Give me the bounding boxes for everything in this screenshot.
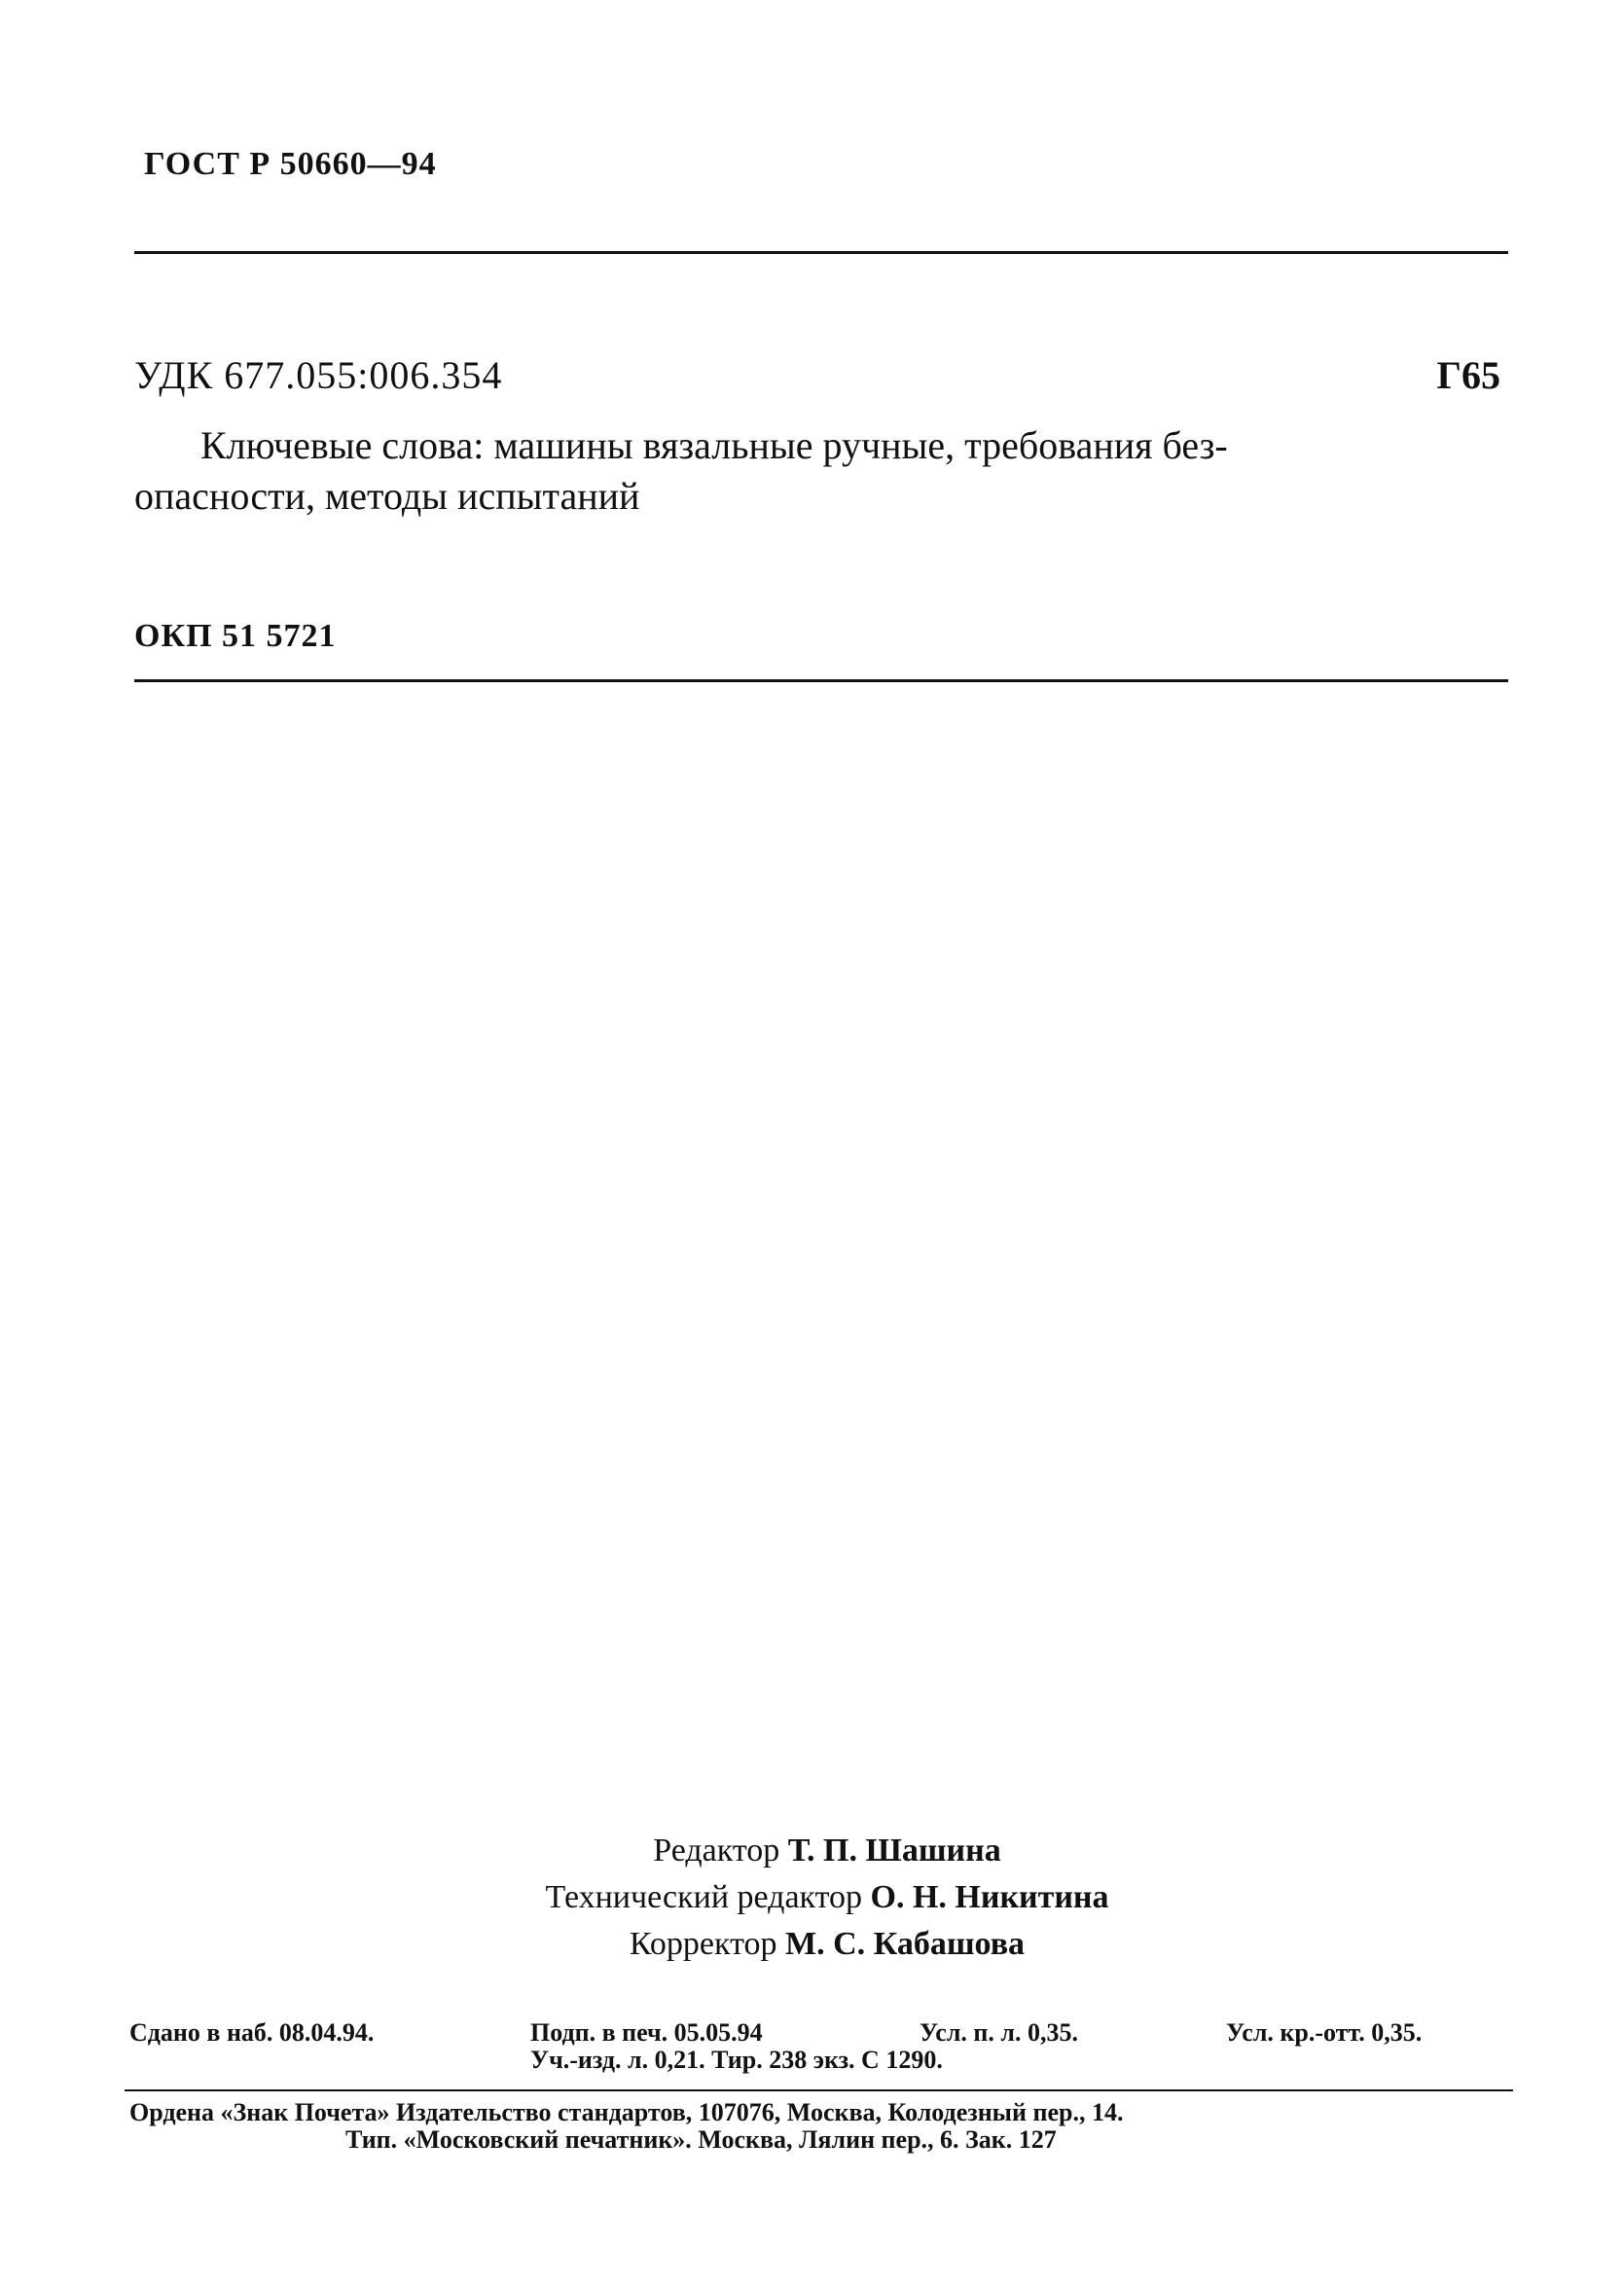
group-code: Г65 xyxy=(1436,353,1500,397)
keywords-line1: машины вязальные ручные, требования без- xyxy=(493,423,1228,467)
standard-code: ГОСТ Р 50660—94 xyxy=(144,146,437,182)
header-divider xyxy=(134,251,1508,254)
udk-code: УДК 677.055:006.354 xyxy=(134,353,503,397)
okp-code: ОКП 51 5721 xyxy=(134,618,337,654)
imprint-line2: Уч.-изд. л. 0,21. Тир. 238 экз. С 1290. xyxy=(530,2046,943,2074)
imprint-print-sheets: Усл. п. л. 0,35. xyxy=(920,2018,1078,2047)
imprint-sent-to-set: Сдано в наб. 08.04.94. xyxy=(129,2018,375,2047)
credit-editor xyxy=(389,1828,1265,1874)
corrector-role: Корректор xyxy=(629,1926,777,1962)
okp-divider xyxy=(134,679,1508,682)
printer-line: Тип. «Московский печатник». Москва, Лялин пер., 6. Зак. 127 xyxy=(345,2125,1057,2154)
credits-block xyxy=(389,1828,1265,1968)
tech-editor-name: О. Н. Никитина xyxy=(870,1879,1109,1915)
footer-divider xyxy=(125,2089,1513,2091)
tech-editor-role: Технический редактор xyxy=(545,1879,863,1915)
imprint-color-prints: Усл. кр.-отт. 0,35. xyxy=(1226,2018,1423,2047)
credit-tech-editor xyxy=(389,1874,1265,1921)
credit-corrector xyxy=(389,1921,1265,1968)
editor-role: Редактор xyxy=(653,1832,780,1869)
publisher-line: Ордена «Знак Почета» Издательство стандартов, 107076, Москва, Колодезный пер., 14. xyxy=(129,2098,1124,2126)
keywords-line2: опасности, методы испытаний xyxy=(134,474,640,518)
corrector-name: М. С. Кабашова xyxy=(784,1926,1026,1962)
keywords-label: Ключевые слова: xyxy=(200,423,485,467)
editor-name: Т. П. Шашина xyxy=(787,1832,1001,1869)
keywords-block xyxy=(134,420,1497,522)
imprint-signed-to-print: Подп. в печ. 05.05.94 xyxy=(530,2018,763,2047)
